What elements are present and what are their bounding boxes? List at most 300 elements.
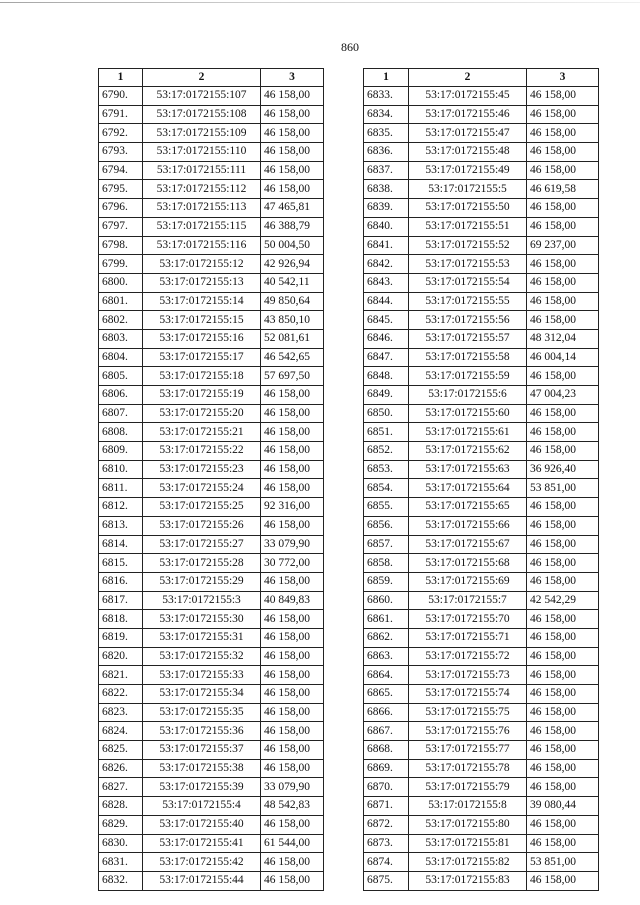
cadastral-number: 53:17:0172155:33	[143, 666, 261, 685]
row-number: 6847.	[364, 348, 409, 367]
cadastral-number: 53:17:0172155:42	[143, 853, 261, 872]
cadastral-number: 53:17:0172155:71	[409, 628, 527, 647]
row-number: 6794.	[99, 161, 143, 180]
table-row	[364, 554, 599, 573]
cadastral-number: 53:17:0172155:109	[143, 124, 261, 143]
cadastral-value: 46 158,00	[261, 572, 324, 591]
table-row	[364, 273, 599, 292]
left-table-header-row	[99, 69, 324, 87]
cadastral-value: 46 158,00	[527, 778, 599, 797]
cadastral-number: 53:17:0172155:47	[409, 124, 527, 143]
table-row	[364, 386, 599, 405]
table-row	[99, 423, 324, 442]
row-number: 6849.	[364, 386, 409, 405]
row-number: 6868.	[364, 741, 409, 760]
cadastral-number: 53:17:0172155:18	[143, 367, 261, 386]
cadastral-value: 39 080,44	[527, 797, 599, 816]
cadastral-value: 46 158,00	[527, 423, 599, 442]
cadastral-value: 47 004,23	[527, 386, 599, 405]
cadastral-value: 46 158,00	[261, 853, 324, 872]
cadastral-value: 46 158,00	[527, 703, 599, 722]
table-row	[364, 722, 599, 741]
cadastral-value: 46 158,00	[527, 292, 599, 311]
cadastral-number: 53:17:0172155:36	[143, 722, 261, 741]
table-row	[99, 329, 324, 348]
cadastral-number: 53:17:0172155:73	[409, 666, 527, 685]
row-number: 6843.	[364, 273, 409, 292]
cadastral-value: 46 158,00	[261, 722, 324, 741]
row-number: 6822.	[99, 685, 143, 704]
row-number: 6796.	[99, 199, 143, 218]
cadastral-value: 46 158,00	[527, 554, 599, 573]
cadastral-number: 53:17:0172155:77	[409, 741, 527, 760]
cadastral-number: 53:17:0172155:69	[409, 572, 527, 591]
row-number: 6867.	[364, 722, 409, 741]
table-row	[99, 591, 324, 610]
cadastral-value: 46 158,00	[527, 124, 599, 143]
table-row	[364, 460, 599, 479]
row-number: 6790.	[99, 87, 143, 106]
table-row	[99, 348, 324, 367]
cadastral-value: 46 158,00	[527, 105, 599, 124]
cadastral-number: 53:17:0172155:57	[409, 329, 527, 348]
table-row	[364, 180, 599, 199]
cadastral-number: 53:17:0172155:63	[409, 460, 527, 479]
cadastral-number: 53:17:0172155:60	[409, 404, 527, 423]
row-number: 6809.	[99, 442, 143, 461]
table-row	[99, 460, 324, 479]
row-number: 6839.	[364, 199, 409, 218]
table-row	[364, 124, 599, 143]
cadastral-number: 53:17:0172155:32	[143, 647, 261, 666]
table-row	[99, 516, 324, 535]
cadastral-number: 53:17:0172155:37	[143, 741, 261, 760]
table-row	[99, 628, 324, 647]
cadastral-number: 53:17:0172155:72	[409, 647, 527, 666]
cadastral-value: 46 158,00	[261, 815, 324, 834]
cadastral-number: 53:17:0172155:19	[143, 386, 261, 405]
table-row	[99, 273, 324, 292]
row-number: 6805.	[99, 367, 143, 386]
cadastral-value: 46 158,00	[261, 685, 324, 704]
table-row	[364, 105, 599, 124]
cadastral-number: 53:17:0172155:62	[409, 442, 527, 461]
table-row	[364, 628, 599, 647]
cadastral-number: 53:17:0172155:61	[409, 423, 527, 442]
cadastral-number: 53:17:0172155:65	[409, 498, 527, 517]
cadastral-value: 50 004,50	[261, 236, 324, 255]
cadastral-number: 53:17:0172155:70	[409, 610, 527, 629]
table-row	[364, 404, 599, 423]
row-number: 6863.	[364, 647, 409, 666]
cadastral-value: 57 697,50	[261, 367, 324, 386]
cadastral-number: 53:17:0172155:20	[143, 404, 261, 423]
column-header-value: 3	[261, 69, 324, 87]
table-row	[364, 685, 599, 704]
table-row	[99, 498, 324, 517]
page-number: 860	[341, 40, 359, 54]
table-row	[99, 703, 324, 722]
table-row	[364, 815, 599, 834]
cadastral-value: 46 158,00	[527, 759, 599, 778]
row-number: 6848.	[364, 367, 409, 386]
cadastral-number: 53:17:0172155:24	[143, 479, 261, 498]
table-row	[364, 535, 599, 554]
cadastral-number: 53:17:0172155:116	[143, 236, 261, 255]
row-number: 6808.	[99, 423, 143, 442]
row-number: 6821.	[99, 666, 143, 685]
cadastral-value: 46 158,00	[527, 161, 599, 180]
cadastral-value: 46 388,79	[261, 217, 324, 236]
cadastral-value: 46 158,00	[261, 516, 324, 535]
cadastral-value: 33 079,90	[261, 778, 324, 797]
table-row	[99, 255, 324, 274]
cadastral-number: 53:17:0172155:15	[143, 311, 261, 330]
cadastral-value: 46 158,00	[261, 423, 324, 442]
row-number: 6844.	[364, 292, 409, 311]
cadastral-value: 46 158,00	[527, 217, 599, 236]
cadastral-value: 48 312,04	[527, 329, 599, 348]
row-number: 6799.	[99, 255, 143, 274]
cadastral-value: 46 158,00	[261, 666, 324, 685]
cadastral-number: 53:17:0172155:14	[143, 292, 261, 311]
cadastral-value: 69 237,00	[527, 236, 599, 255]
cadastral-value: 52 081,61	[261, 329, 324, 348]
row-number: 6817.	[99, 591, 143, 610]
row-number: 6793.	[99, 143, 143, 162]
row-number: 6852.	[364, 442, 409, 461]
cadastral-number: 53:17:0172155:115	[143, 217, 261, 236]
row-number: 6797.	[99, 217, 143, 236]
row-number: 6837.	[364, 161, 409, 180]
cadastral-value: 46 158,00	[527, 572, 599, 591]
cadastral-value: 46 158,00	[261, 741, 324, 760]
table-row	[99, 778, 324, 797]
table-row	[99, 87, 324, 106]
cadastral-number: 53:17:0172155:50	[409, 199, 527, 218]
table-row	[364, 217, 599, 236]
table-row	[99, 367, 324, 386]
table-row	[99, 292, 324, 311]
cadastral-value: 61 544,00	[261, 834, 324, 853]
table-row	[364, 610, 599, 629]
row-number: 6834.	[364, 105, 409, 124]
cadastral-number: 53:17:0172155:21	[143, 423, 261, 442]
cadastral-number: 53:17:0172155:22	[143, 442, 261, 461]
row-number: 6860.	[364, 591, 409, 610]
row-number: 6813.	[99, 516, 143, 535]
row-number: 6870.	[364, 778, 409, 797]
cadastral-number: 53:17:0172155:53	[409, 255, 527, 274]
cadastral-value: 46 158,00	[527, 815, 599, 834]
row-number: 6791.	[99, 105, 143, 124]
table-row	[99, 217, 324, 236]
cadastral-number: 53:17:0172155:80	[409, 815, 527, 834]
cadastral-number: 53:17:0172155:113	[143, 199, 261, 218]
table-row	[364, 741, 599, 760]
cadastral-number: 53:17:0172155:39	[143, 778, 261, 797]
cadastral-value: 46 158,00	[527, 199, 599, 218]
table-row	[99, 124, 324, 143]
cadastral-number: 53:17:0172155:48	[409, 143, 527, 162]
cadastral-number: 53:17:0172155:74	[409, 685, 527, 704]
row-number: 6874.	[364, 853, 409, 872]
cadastral-number: 53:17:0172155:108	[143, 105, 261, 124]
table-row	[99, 834, 324, 853]
table-row	[99, 535, 324, 554]
cadastral-number: 53:17:0172155:25	[143, 498, 261, 517]
table-row	[99, 759, 324, 778]
row-number: 6831.	[99, 853, 143, 872]
cadastral-number: 53:17:0172155:27	[143, 535, 261, 554]
cadastral-number: 53:17:0172155:26	[143, 516, 261, 535]
row-number: 6819.	[99, 628, 143, 647]
cadastral-number: 53:17:0172155:112	[143, 180, 261, 199]
cadastral-number: 53:17:0172155:6	[409, 386, 527, 405]
table-row	[364, 236, 599, 255]
table-row	[364, 871, 599, 890]
cadastral-number: 53:17:0172155:55	[409, 292, 527, 311]
table-row	[364, 797, 599, 816]
cadastral-value: 46 158,00	[261, 404, 324, 423]
row-number: 6811.	[99, 479, 143, 498]
cadastral-value: 46 158,00	[527, 834, 599, 853]
cadastral-value: 53 851,00	[527, 479, 599, 498]
cadastral-value: 46 158,00	[261, 703, 324, 722]
cadastral-number: 53:17:0172155:59	[409, 367, 527, 386]
row-number: 6838.	[364, 180, 409, 199]
cadastral-number: 53:17:0172155:45	[409, 87, 527, 106]
row-number: 6871.	[364, 797, 409, 816]
table-row	[99, 180, 324, 199]
cadastral-value: 46 158,00	[527, 722, 599, 741]
cadastral-value: 46 158,00	[527, 647, 599, 666]
table-row	[99, 853, 324, 872]
table-row	[99, 143, 324, 162]
cadastral-value: 46 158,00	[261, 759, 324, 778]
cadastral-value: 46 158,00	[527, 628, 599, 647]
row-number: 6804.	[99, 348, 143, 367]
table-row	[364, 572, 599, 591]
table-row	[99, 236, 324, 255]
table-row	[364, 853, 599, 872]
cadastral-number: 53:17:0172155:51	[409, 217, 527, 236]
table-row	[364, 367, 599, 386]
row-number: 6869.	[364, 759, 409, 778]
row-number: 6818.	[99, 610, 143, 629]
cadastral-value: 46 158,00	[527, 516, 599, 535]
cadastral-number: 53:17:0172155:67	[409, 535, 527, 554]
column-header-value: 3	[527, 69, 599, 87]
row-number: 6833.	[364, 87, 409, 106]
row-number: 6866.	[364, 703, 409, 722]
table-row	[364, 498, 599, 517]
cadastral-number: 53:17:0172155:23	[143, 460, 261, 479]
cadastral-value: 46 158,00	[261, 143, 324, 162]
row-number: 6865.	[364, 685, 409, 704]
cadastral-value: 46 158,00	[261, 124, 324, 143]
cadastral-value: 46 158,00	[527, 871, 599, 890]
cadastral-value: 46 158,00	[261, 161, 324, 180]
row-number: 6829.	[99, 815, 143, 834]
cadastral-value: 40 849,83	[261, 591, 324, 610]
cadastral-value: 46 004,14	[527, 348, 599, 367]
cadastral-value: 46 158,00	[527, 685, 599, 704]
row-number: 6873.	[364, 834, 409, 853]
row-number: 6855.	[364, 498, 409, 517]
row-number: 6857.	[364, 535, 409, 554]
table-row	[99, 741, 324, 760]
table-row	[99, 105, 324, 124]
cadastral-number: 53:17:0172155:49	[409, 161, 527, 180]
cadastral-number: 53:17:0172155:3	[143, 591, 261, 610]
row-number: 6872.	[364, 815, 409, 834]
cadastral-value: 46 158,00	[261, 386, 324, 405]
row-number: 6820.	[99, 647, 143, 666]
cadastral-number: 53:17:0172155:79	[409, 778, 527, 797]
cadastral-value: 42 926,94	[261, 255, 324, 274]
row-number: 6859.	[364, 572, 409, 591]
table-row	[364, 647, 599, 666]
row-number: 6853.	[364, 460, 409, 479]
row-number: 6858.	[364, 554, 409, 573]
row-number: 6846.	[364, 329, 409, 348]
table-row	[364, 834, 599, 853]
cadastral-number: 53:17:0172155:81	[409, 834, 527, 853]
cadastral-number: 53:17:0172155:28	[143, 554, 261, 573]
table-row	[364, 703, 599, 722]
table-row	[99, 311, 324, 330]
table-row	[99, 871, 324, 890]
cadastral-value: 49 850,64	[261, 292, 324, 311]
row-number: 6830.	[99, 834, 143, 853]
cadastral-value: 46 158,00	[527, 87, 599, 106]
cadastral-number: 53:17:0172155:5	[409, 180, 527, 199]
scan-edge-line	[0, 2, 640, 3]
cadastral-value: 46 158,00	[527, 498, 599, 517]
cadastral-number: 53:17:0172155:30	[143, 610, 261, 629]
cadastral-value: 46 158,00	[261, 442, 324, 461]
cadastral-value: 46 542,65	[261, 348, 324, 367]
row-number: 6856.	[364, 516, 409, 535]
table-row	[364, 292, 599, 311]
cadastral-number: 53:17:0172155:16	[143, 329, 261, 348]
cadastral-number: 53:17:0172155:52	[409, 236, 527, 255]
cadastral-number: 53:17:0172155:35	[143, 703, 261, 722]
column-header-number: 1	[364, 69, 409, 87]
row-number: 6842.	[364, 255, 409, 274]
cadastral-number: 53:17:0172155:7	[409, 591, 527, 610]
table-row	[99, 554, 324, 573]
table-row	[99, 647, 324, 666]
row-number: 6851.	[364, 423, 409, 442]
table-row	[364, 348, 599, 367]
cadastral-number: 53:17:0172155:64	[409, 479, 527, 498]
row-number: 6816.	[99, 572, 143, 591]
table-row	[364, 87, 599, 106]
table-row	[364, 778, 599, 797]
row-number: 6835.	[364, 124, 409, 143]
cadastral-value: 36 926,40	[527, 460, 599, 479]
cadastral-value: 46 158,00	[527, 535, 599, 554]
row-number: 6800.	[99, 273, 143, 292]
table-row	[99, 722, 324, 741]
cadastral-number: 53:17:0172155:17	[143, 348, 261, 367]
right-table-header-row	[364, 69, 599, 87]
cadastral-value: 30 772,00	[261, 554, 324, 573]
cadastral-value: 46 158,00	[261, 105, 324, 124]
column-header-cadastral: 2	[143, 69, 261, 87]
cadastral-value: 33 079,90	[261, 535, 324, 554]
table-row	[99, 161, 324, 180]
cadastral-value: 46 158,00	[261, 871, 324, 890]
cadastral-value: 53 851,00	[527, 853, 599, 872]
cadastral-value: 47 465,81	[261, 199, 324, 218]
table-row	[99, 386, 324, 405]
cadastral-number: 53:17:0172155:4	[143, 797, 261, 816]
cadastral-value: 46 158,00	[527, 273, 599, 292]
cadastral-number: 53:17:0172155:58	[409, 348, 527, 367]
row-number: 6827.	[99, 778, 143, 797]
cadastral-value: 46 158,00	[527, 367, 599, 386]
table-row	[364, 255, 599, 274]
cadastral-value: 46 158,00	[261, 460, 324, 479]
cadastral-number: 53:17:0172155:75	[409, 703, 527, 722]
row-number: 6825.	[99, 741, 143, 760]
table-row	[99, 442, 324, 461]
cadastral-number: 53:17:0172155:68	[409, 554, 527, 573]
cadastral-number: 53:17:0172155:110	[143, 143, 261, 162]
row-number: 6840.	[364, 217, 409, 236]
cadastral-value: 42 542,29	[527, 591, 599, 610]
row-number: 6806.	[99, 386, 143, 405]
cadastral-number: 53:17:0172155:107	[143, 87, 261, 106]
row-number: 6841.	[364, 236, 409, 255]
row-number: 6803.	[99, 329, 143, 348]
table-row	[364, 143, 599, 162]
table-row	[99, 685, 324, 704]
table-row	[364, 199, 599, 218]
row-number: 6802.	[99, 311, 143, 330]
table-row	[364, 423, 599, 442]
table-row	[364, 161, 599, 180]
table-row	[99, 610, 324, 629]
table-row	[99, 199, 324, 218]
cadastral-number: 53:17:0172155:82	[409, 853, 527, 872]
row-number: 6792.	[99, 124, 143, 143]
cadastral-number: 53:17:0172155:31	[143, 628, 261, 647]
cadastral-number: 53:17:0172155:40	[143, 815, 261, 834]
cadastral-number: 53:17:0172155:66	[409, 516, 527, 535]
cadastral-number: 53:17:0172155:54	[409, 273, 527, 292]
row-number: 6798.	[99, 236, 143, 255]
row-number: 6824.	[99, 722, 143, 741]
table-row	[364, 591, 599, 610]
row-number: 6832.	[99, 871, 143, 890]
cadastral-value: 43 850,10	[261, 311, 324, 330]
cadastral-number: 53:17:0172155:34	[143, 685, 261, 704]
cadastral-number: 53:17:0172155:76	[409, 722, 527, 741]
table-row	[99, 666, 324, 685]
cadastral-number: 53:17:0172155:38	[143, 759, 261, 778]
row-number: 6836.	[364, 143, 409, 162]
cadastral-number: 53:17:0172155:78	[409, 759, 527, 778]
row-number: 6810.	[99, 460, 143, 479]
cadastral-value: 46 158,00	[261, 180, 324, 199]
row-number: 6828.	[99, 797, 143, 816]
row-number: 6864.	[364, 666, 409, 685]
cadastral-number: 53:17:0172155:29	[143, 572, 261, 591]
